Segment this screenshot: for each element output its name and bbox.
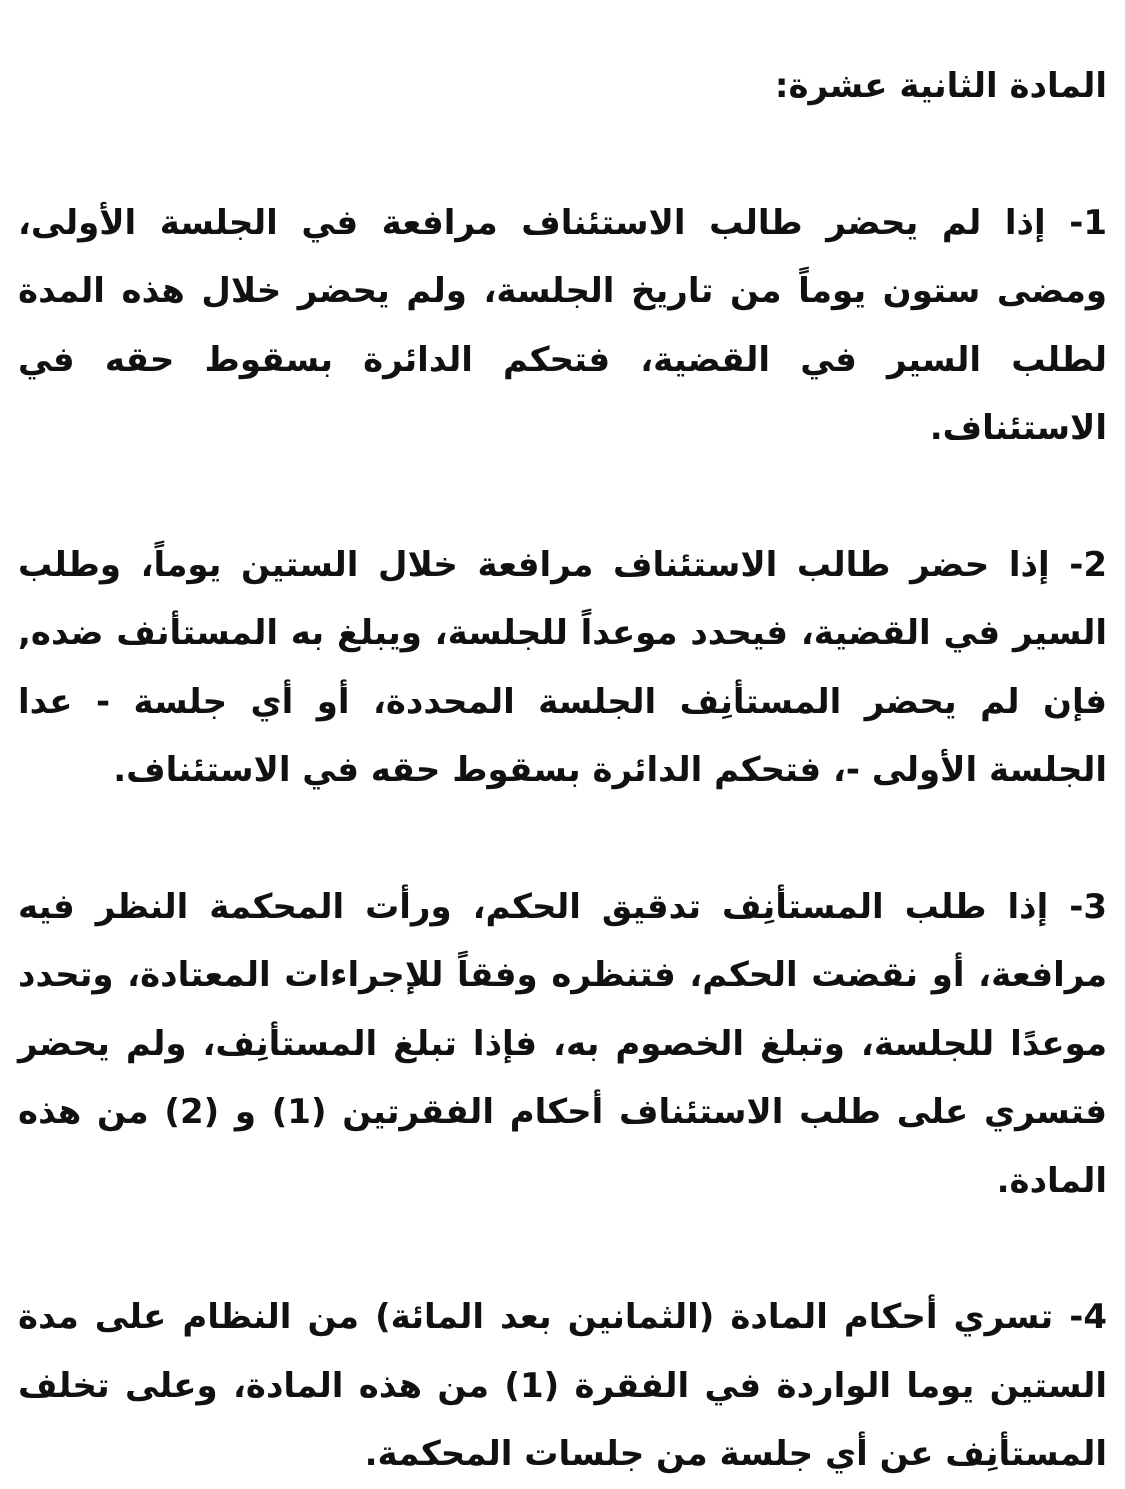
clause-1: 1- إذا لم يحضر طالب الاستئناف مرافعة في الجلسة الأولى، ومضى ستون يوماً من تاريخ الجلسة، ولم يحضر خلال هذه المدة لطلب السير في القضية، فتحكم الدائرة بسقوط حقه في الاستئناف. (18, 202, 1107, 448)
spacer (18, 805, 1107, 873)
clause-4: 4- تسري أحكام المادة (الثمانين بعد المائة) من النظام على مدة الستين يوما الواردة في الفقرة (1) من هذه المادة، وعلى تخلف المستأنِف عن أي جلسة من جلسات المحكمة. (18, 1297, 1107, 1474)
clause-2: 2- إذا حضر طالب الاستئناف مرافعة خلال الستين يوماً، وطلب السير في القضية، فيحدد موعداً للجلسة، ويبلغ به المستأنف ضده, فإن لم يحضر المستأنِف الجلسة المحددة، أو أي جلسة - عدا الجلسة الأولى -، فتحكم الدائرة بسقوط حقه في الاستئناف. (18, 544, 1107, 790)
spacer (18, 463, 1107, 531)
article-title: المادة الثانية عشرة: (774, 66, 1107, 106)
spacer (18, 1215, 1107, 1283)
clause-3: 3- إذا طلب المستأنِف تدقيق الحكم، ورأت المحكمة النظر فيه مرافعة، أو نقضت الحكم، فتنظره وفقاً للإجراءات المعتادة، وتحدد موعدًا للجلسة، وتبلغ الخصوم به، فإذا تبلغ المستأنِف، ولم يحضر فتسري على طلب الاستئناف أحكام الفقرتين (1) و (2) من هذه المادة. (18, 886, 1107, 1201)
spacer (18, 121, 1107, 189)
